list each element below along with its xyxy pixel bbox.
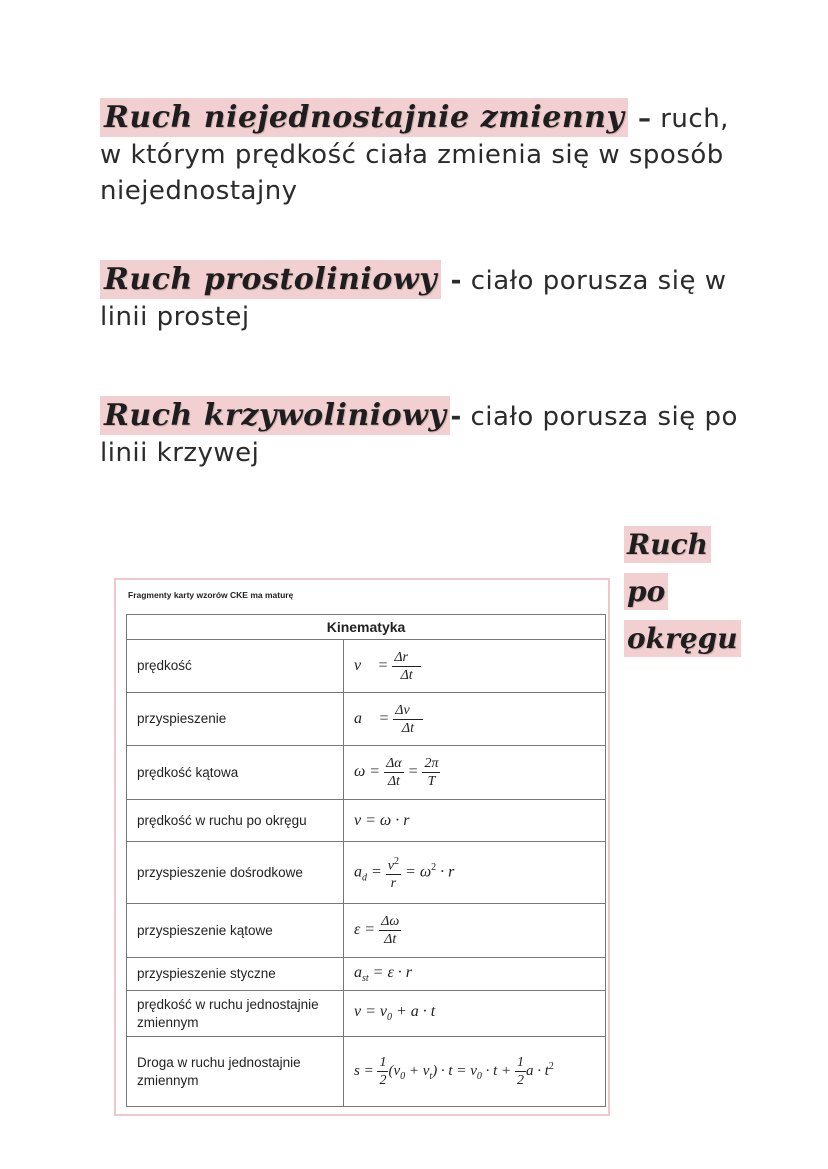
formula: ε = $\frac{\Delta\omega}{\Delta t}$ [344, 904, 606, 958]
definition-2 [100, 262, 740, 335]
quantity-name: przyspieszenie [127, 693, 344, 746]
sheet-caption: Fragmenty karty wzorów CKE ma maturę [128, 590, 294, 600]
table-row [127, 904, 606, 958]
table-row [127, 640, 606, 693]
definition-text: ruch, w którym prędkość ciała zmienia się w sposób niejednostajny [100, 104, 729, 206]
quantity-name: Droga w ruchu jednostajnie zmiennym [127, 1037, 344, 1107]
quantity-name: przyspieszenie kątowe [127, 904, 344, 958]
side-note [624, 526, 738, 667]
table-row [127, 693, 606, 746]
formula-sheet [114, 578, 610, 1116]
formula: s = $\frac{1}{2}$ $(v_0 + v_t) \cdot t = v_0 \cdot t$ + $\frac{1}{2}$ $a \cdot t^2$ [344, 1037, 606, 1107]
formula: a⃗ = $\frac{\Delta v⃗}{\Delta t}$ [344, 693, 606, 746]
side-note-line: Ruch [624, 526, 711, 563]
formula: $a_{st} = \varepsilon \cdot r$ [344, 958, 606, 991]
formula-table [126, 614, 606, 1107]
term-highlight: Ruch prostoliniowy [100, 260, 441, 299]
table-row [127, 800, 606, 842]
formula: ω = $\frac{\Delta\alpha}{\Delta t}$ = $\frac{2\pi}{T}$ [344, 746, 606, 800]
table-heading: Kinematyka [127, 615, 606, 640]
table-row [127, 842, 606, 904]
definition-3 [100, 398, 740, 471]
quantity-name: prędkość w ruchu jednostajnie zmiennym [127, 991, 344, 1037]
side-note-line: po [624, 573, 668, 610]
table-row [127, 991, 606, 1037]
formula: $a_d$ = $\frac{v^2}{r}$ = $\omega^2 \cdot r$ [344, 842, 606, 904]
definition-text: ciało porusza się w linii prostej [100, 266, 727, 332]
quantity-name: przyspieszenie styczne [127, 958, 344, 991]
quantity-name: prędkość kątowa [127, 746, 344, 800]
separator: - [450, 402, 462, 432]
table-row [127, 958, 606, 991]
term-highlight: Ruch niejednostajnie zmienny [100, 98, 628, 137]
side-note-line: okręgu [624, 620, 741, 657]
table-header [127, 615, 606, 640]
formula: v⃗ = $\frac{\Delta r⃗}{\Delta t}$ [344, 640, 606, 693]
table-row [127, 746, 606, 800]
formula: $v = v_0 + a \cdot t$ [344, 991, 606, 1037]
quantity-name: prędkość [127, 640, 344, 693]
separator: – [628, 104, 652, 134]
quantity-name: przyspieszenie dośrodkowe [127, 842, 344, 904]
definition-text: ciało porusza się po linii krzywej [100, 402, 738, 468]
formula: v = ω · r [344, 800, 606, 842]
table-row [127, 1037, 606, 1107]
term-highlight: Ruch krzywoliniowy [100, 396, 450, 435]
definition-1 [100, 100, 740, 209]
separator: - [441, 266, 462, 296]
quantity-name: prędkość w ruchu po okręgu [127, 800, 344, 842]
